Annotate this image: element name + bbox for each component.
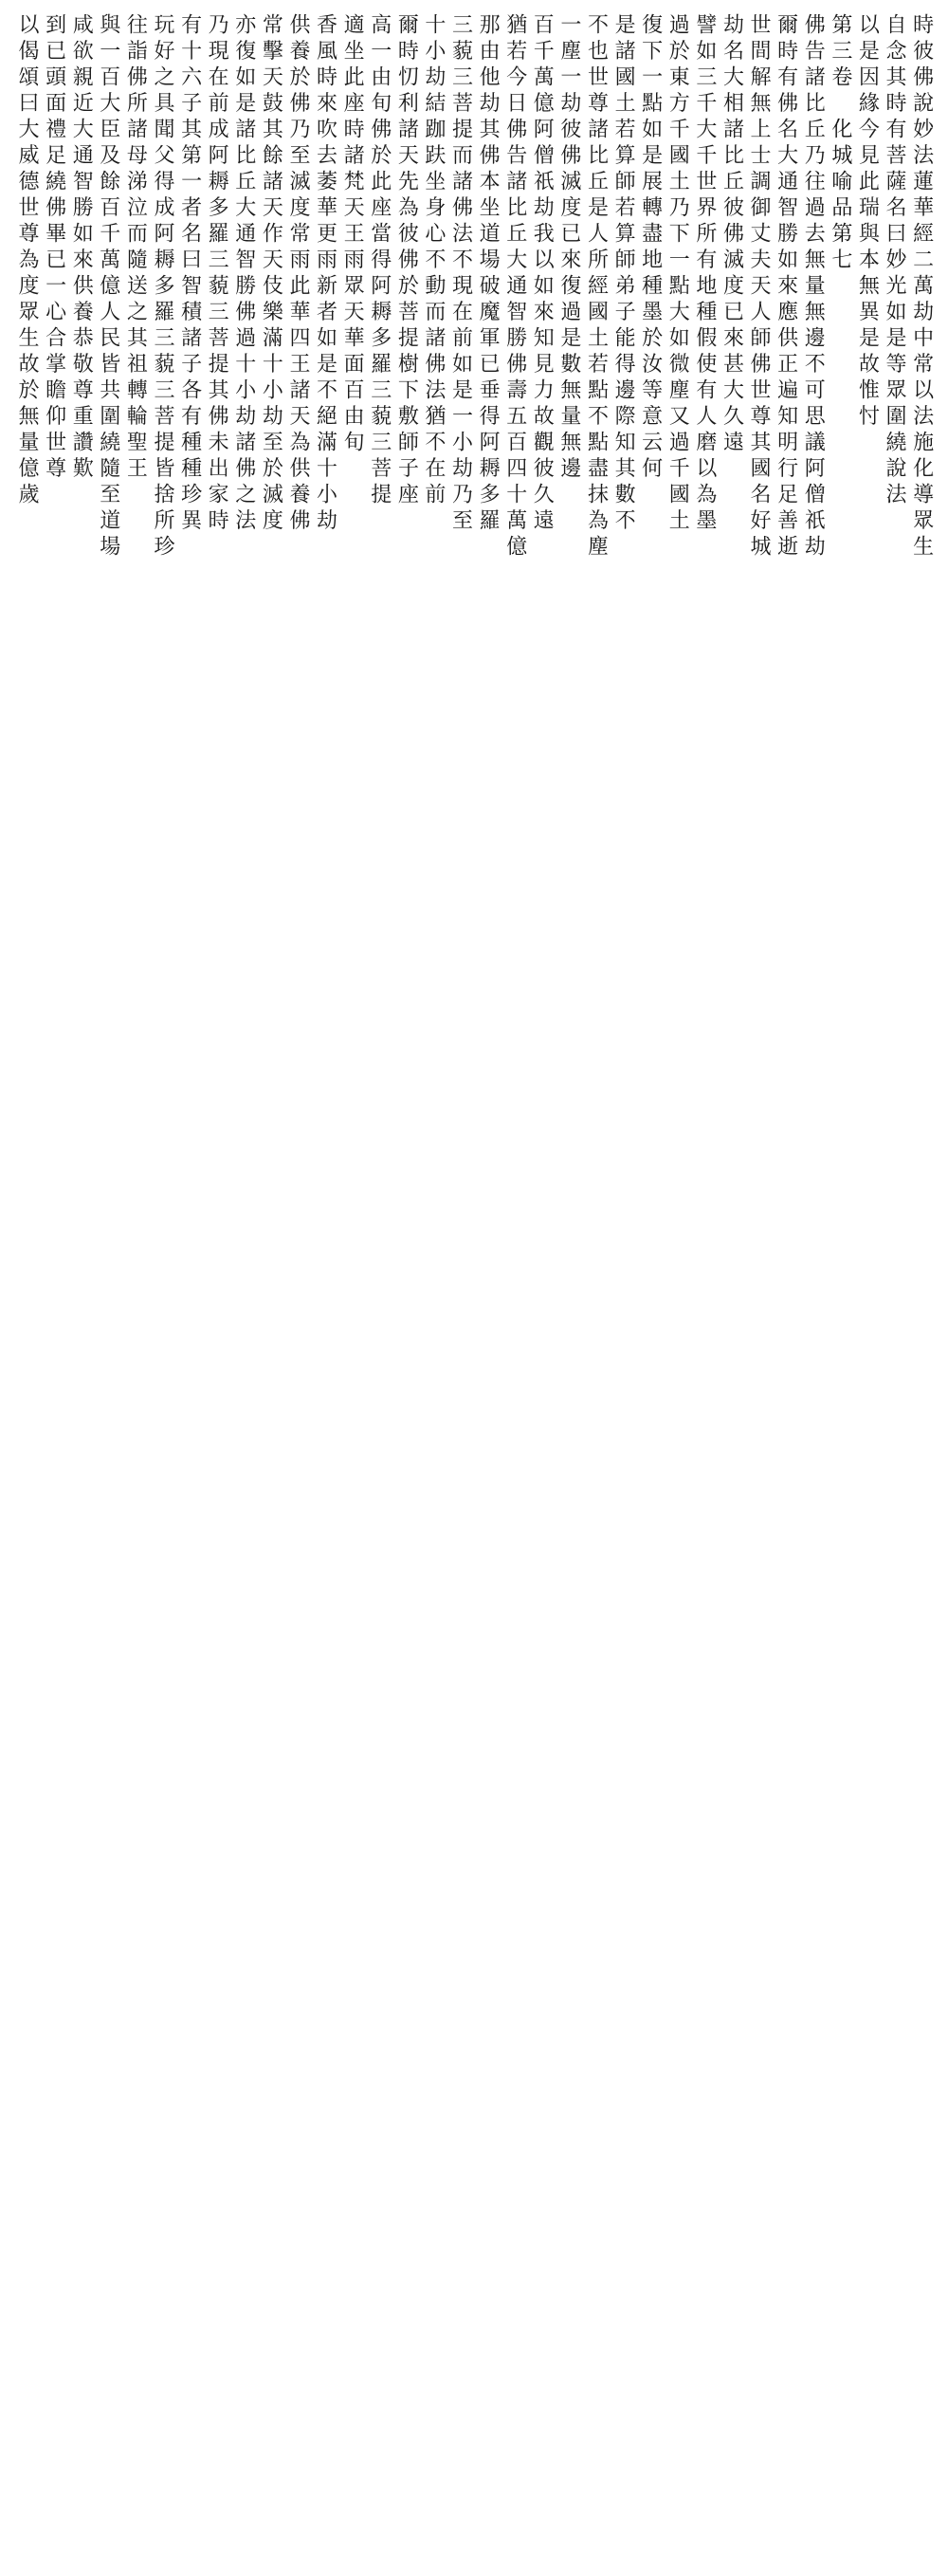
text-column: 劫名大相諸比丘彼佛滅度已來甚大久遠 — [720, 13, 744, 457]
text-column: 乃現在前成阿耨多羅三藐三菩提其佛未出家時 — [205, 13, 229, 535]
text-column: 猶若今日佛告諸比丘大通智勝佛壽五百四十萬億 — [502, 13, 527, 561]
text-column: 十小劫結跏趺坐身心不動而諸佛法猶不在前 — [421, 13, 446, 509]
text-column: 是諸國土若算師若算師弟子能得邊際知其數不 — [611, 13, 636, 535]
text-column: 時彼佛說妙法蓮華經二萬劫中常以法施化導眾生 — [909, 13, 934, 561]
text-column: 常擊天鼓其餘諸天作天伎樂滿十小劫至於滅度 — [259, 13, 283, 535]
text-column: 到已頭面禮足繞佛畢已一心合掌瞻仰世尊 — [42, 13, 66, 483]
text-column: 玩好之具聞父得成阿耨多羅三藐三菩提皆捨所珍 — [150, 13, 174, 561]
text-column: 一塵一劫彼佛滅度已來復過是數無量無邊 — [556, 13, 581, 483]
text-column: 譬如三千大千世界所有地種假使有人磨以為墨 — [692, 13, 717, 535]
text-column: 適坐此座時諸梵天王雨眾天華面百由旬 — [340, 13, 365, 457]
text-column: 往詣佛所諸母涕泣而隨送之其祖轉輪聖王 — [123, 13, 148, 483]
text-column: 供養於佛乃至滅度常雨此華四王諸天為供養佛 — [285, 13, 310, 535]
sutra-page — [13, 13, 935, 2563]
text-column: 爾時有佛名大通智勝如來應供正遍知明行足善逝 — [774, 13, 798, 561]
text-column: 有十六子其第一者名曰智積諸子各有種種珍異 — [177, 13, 202, 535]
text-column: 佛告諸比丘乃往過去無量無邊不可思議阿僧祇劫 — [801, 13, 826, 561]
text-column: 那由他劫其佛本坐道場破魔軍已垂得阿耨多羅 — [476, 13, 501, 535]
text-column: 與一百大臣及餘百千萬億人民皆共圍繞隨至道場 — [96, 13, 120, 561]
text-column: 自念其時有菩薩名曰妙光如是等眾圍繞說法 — [883, 13, 906, 509]
text-column: 咸欲親近大通智勝如來供養恭敬尊重讚歎 — [69, 13, 94, 483]
text-column: 爾時忉利諸天先為彼佛於菩提樹下敷師子座 — [394, 13, 419, 509]
text-column: 以是因緣今見此瑞與本無異是故惟忖 — [855, 13, 880, 431]
text-column: 復下一點如是展轉盡地種墨於汝等意云何 — [638, 13, 663, 483]
chapter-heading: 第三卷 化城喻品第七 — [828, 13, 852, 274]
text-column: 高一由旬佛於此座當得阿耨多羅三藐三菩提 — [367, 13, 392, 509]
text-column: 香風時來吹去萎華更雨新者如是不絕滿十小劫 — [313, 13, 337, 535]
text-column: 亦復如是諸比丘大通智勝佛過十小劫諸佛之法 — [231, 13, 256, 535]
text-column: 三藐三菩提而諸佛法不現在前如是一小劫乃至 — [448, 13, 473, 535]
text-column: 過於東方千國土乃下一點大如微塵又過千國土 — [665, 13, 690, 535]
text-column: 不也世尊諸比丘是人所經國土若點不點盡抹為塵 — [584, 13, 609, 561]
text-column: 百千萬億阿僧祇劫我以如來知見力故觀彼久遠 — [530, 13, 555, 535]
text-column: 世間解無上士調御丈夫天人師佛世尊其國名好城 — [747, 13, 772, 561]
text-column: 以偈頌曰大威德世尊為度眾生故於無量億歲 — [15, 13, 39, 509]
